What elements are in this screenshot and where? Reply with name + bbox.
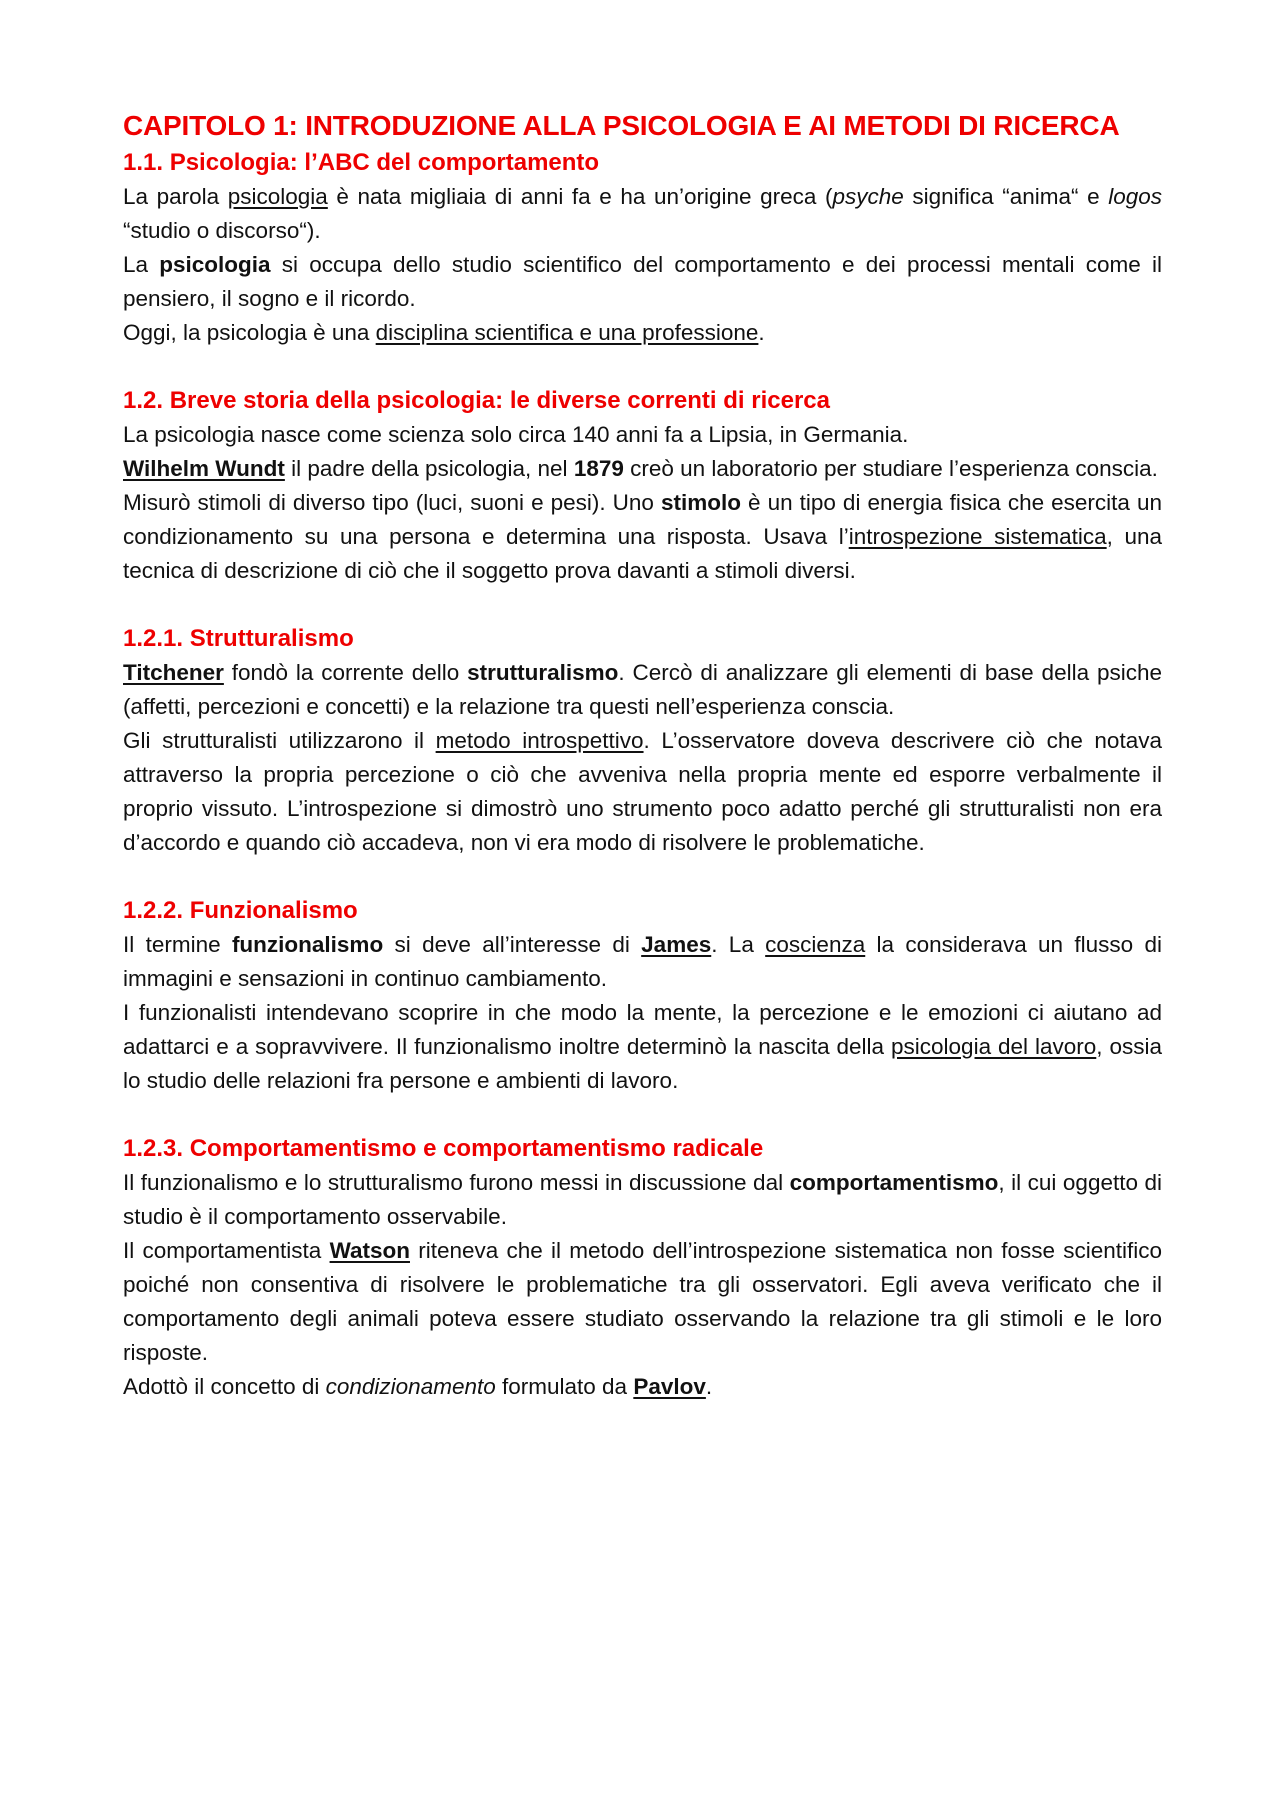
- italic-term: logos: [1108, 184, 1162, 209]
- text-run: Adottò il concetto di: [123, 1374, 326, 1399]
- paragraph: [123, 418, 1162, 452]
- text-run: si deve all’interesse di: [383, 932, 642, 957]
- text-run: è nata migliaia di anni fa e ha un’origine greca (: [327, 184, 833, 209]
- text-run: La: [123, 252, 160, 277]
- text-run: , ossia lo studio delle relazioni fra persone e ambienti di lavoro.: [123, 1034, 1163, 1093]
- text-run: si occupa dello studio scientifico del comportamento e dei processi mentali come il pensiero, il sogno e il ricordo.: [123, 252, 1162, 311]
- text-run: .: [705, 1374, 713, 1399]
- section-title: 1.2.1. Strutturalismo: [123, 625, 354, 652]
- bold-term: funzionalismo: [231, 932, 384, 957]
- paragraph: [123, 724, 1162, 860]
- text-run: , il cui oggetto di studio è il comportamento osservabile.: [123, 1170, 1163, 1229]
- text-run: “studio o discorso“).: [123, 218, 321, 243]
- text-run: Oggi, la psicologia è una: [123, 320, 376, 345]
- paragraph: [123, 1166, 1162, 1234]
- chapter-title: CAPITOLO 1: INTRODUZIONE ALLA PSICOLOGIA E AI METODI DI RICERCA: [123, 110, 1120, 141]
- text-run: . La: [711, 932, 766, 957]
- paragraph: [123, 180, 1162, 248]
- section: [123, 146, 1162, 350]
- text-run: riteneva che il metodo dell’introspezione sistematica non fosse scientifico poiché non consentiva di risolvere le problematiche tra gli osservatori. Egli aveva verificato che il comportamento degli animali poteva essere studiato osservando la relazione tra gli stimoli e le loro risposte.: [123, 1238, 1162, 1365]
- document-page: [123, 106, 1162, 1404]
- underlined-term: psicologia: [227, 184, 328, 209]
- underlined-term: metodo introspettivo: [435, 728, 644, 753]
- section-title: 1.1. Psicologia: l’ABC del comportamento: [123, 149, 600, 176]
- section: [123, 384, 1162, 588]
- section-title: 1.2. Breve storia della psicologia: le diverse correnti di ricerca: [123, 387, 830, 414]
- section: [123, 622, 1162, 860]
- text-run: il padre della psicologia, nel: [284, 456, 574, 481]
- sections-container: [123, 146, 1162, 1404]
- bold-term: strutturalismo: [467, 660, 619, 685]
- text-run: . L’osservatore doveva descrivere ciò che notava attraverso la propria percezione o ciò che avveniva nella propria mente ed esporre verbalmente il proprio vissuto. L’introspezione si dimostrò uno strumento poco adatto perché gli strutturalisti non era d’accordo e quando ciò accadeva, non vi era modo di risolvere le problematiche.: [123, 728, 1162, 855]
- bold-term: comportamentismo: [789, 1170, 999, 1195]
- paragraph: [123, 1234, 1162, 1370]
- bold-term: stimolo: [660, 490, 741, 515]
- underlined-term: disciplina scientifica e una professione: [375, 320, 759, 345]
- text-run: la considerava un flusso di immagini e sensazioni in continuo cambiamento.: [123, 932, 1163, 991]
- bold-term: 1879: [573, 456, 624, 481]
- underlined-term: introspezione sistematica: [848, 524, 1107, 549]
- paragraph: [123, 996, 1162, 1098]
- text-run: Il termine: [123, 932, 232, 957]
- paragraph: [123, 316, 1162, 350]
- italic-term: condizionamento: [325, 1374, 496, 1399]
- text-run: La psicologia nasce come scienza solo circa 140 anni fa a Lipsia, in Germania.: [123, 422, 909, 447]
- italic-term: psyche: [832, 184, 904, 209]
- text-run: Il comportamentista: [123, 1238, 330, 1263]
- bold-term: James: [641, 932, 712, 957]
- paragraph: [123, 1370, 1162, 1404]
- text-run: Misurò stimoli di diverso tipo (luci, suoni e pesi). Uno: [123, 490, 661, 515]
- paragraph: [123, 656, 1162, 724]
- paragraph: [123, 248, 1162, 316]
- text-run: significa “anima“ e: [903, 184, 1109, 209]
- bold-term: Watson: [329, 1238, 410, 1263]
- text-run: formulato da: [495, 1374, 634, 1399]
- section-title: 1.2.2. Funzionalismo: [123, 897, 358, 924]
- paragraph: [123, 452, 1162, 486]
- text-run: fondò la corrente dello: [223, 660, 468, 685]
- text-run: La parola: [123, 184, 228, 209]
- text-run: . Cercò di analizzare gli elementi di base della psiche (affetti, percezioni e concetti) e la relazione tra questi nell’esperienza conscia.: [123, 660, 1162, 719]
- underlined-term: psicologia del lavoro: [891, 1034, 1097, 1059]
- section: [123, 894, 1162, 1098]
- paragraph: [123, 928, 1162, 996]
- bold-term: Wilhelm Wundt: [123, 456, 285, 481]
- section-title: 1.2.3. Comportamentismo e comportamentismo radicale: [123, 1135, 764, 1162]
- section: [123, 1132, 1162, 1404]
- text-run: I funzionalisti intendevano scoprire in che modo la mente, la percezione e le emozioni ci aiutano ad adattarci e a sopravvivere. Il funzionalismo inoltre determinò la nascita della: [123, 1000, 1162, 1059]
- text-run: Gli strutturalisti utilizzarono il: [123, 728, 436, 753]
- text-run: , una tecnica di descrizione di ciò che il soggetto prova davanti a stimoli diversi.: [123, 524, 1162, 583]
- text-run: .: [758, 320, 765, 345]
- text-run: è un tipo di energia fisica che esercita un condizionamento su una persona e determina una risposta. Usava l’: [123, 490, 1162, 549]
- bold-term: psicologia: [159, 252, 271, 277]
- paragraph: [123, 486, 1162, 588]
- text-run: creò un laboratorio per studiare l’esperienza conscia.: [623, 456, 1158, 481]
- underlined-term: coscienza: [765, 932, 866, 957]
- bold-term: Pavlov: [633, 1374, 706, 1399]
- bold-term: Titchener: [123, 660, 224, 685]
- text-run: Il funzionalismo e lo strutturalismo furono messi in discussione dal: [123, 1170, 790, 1195]
